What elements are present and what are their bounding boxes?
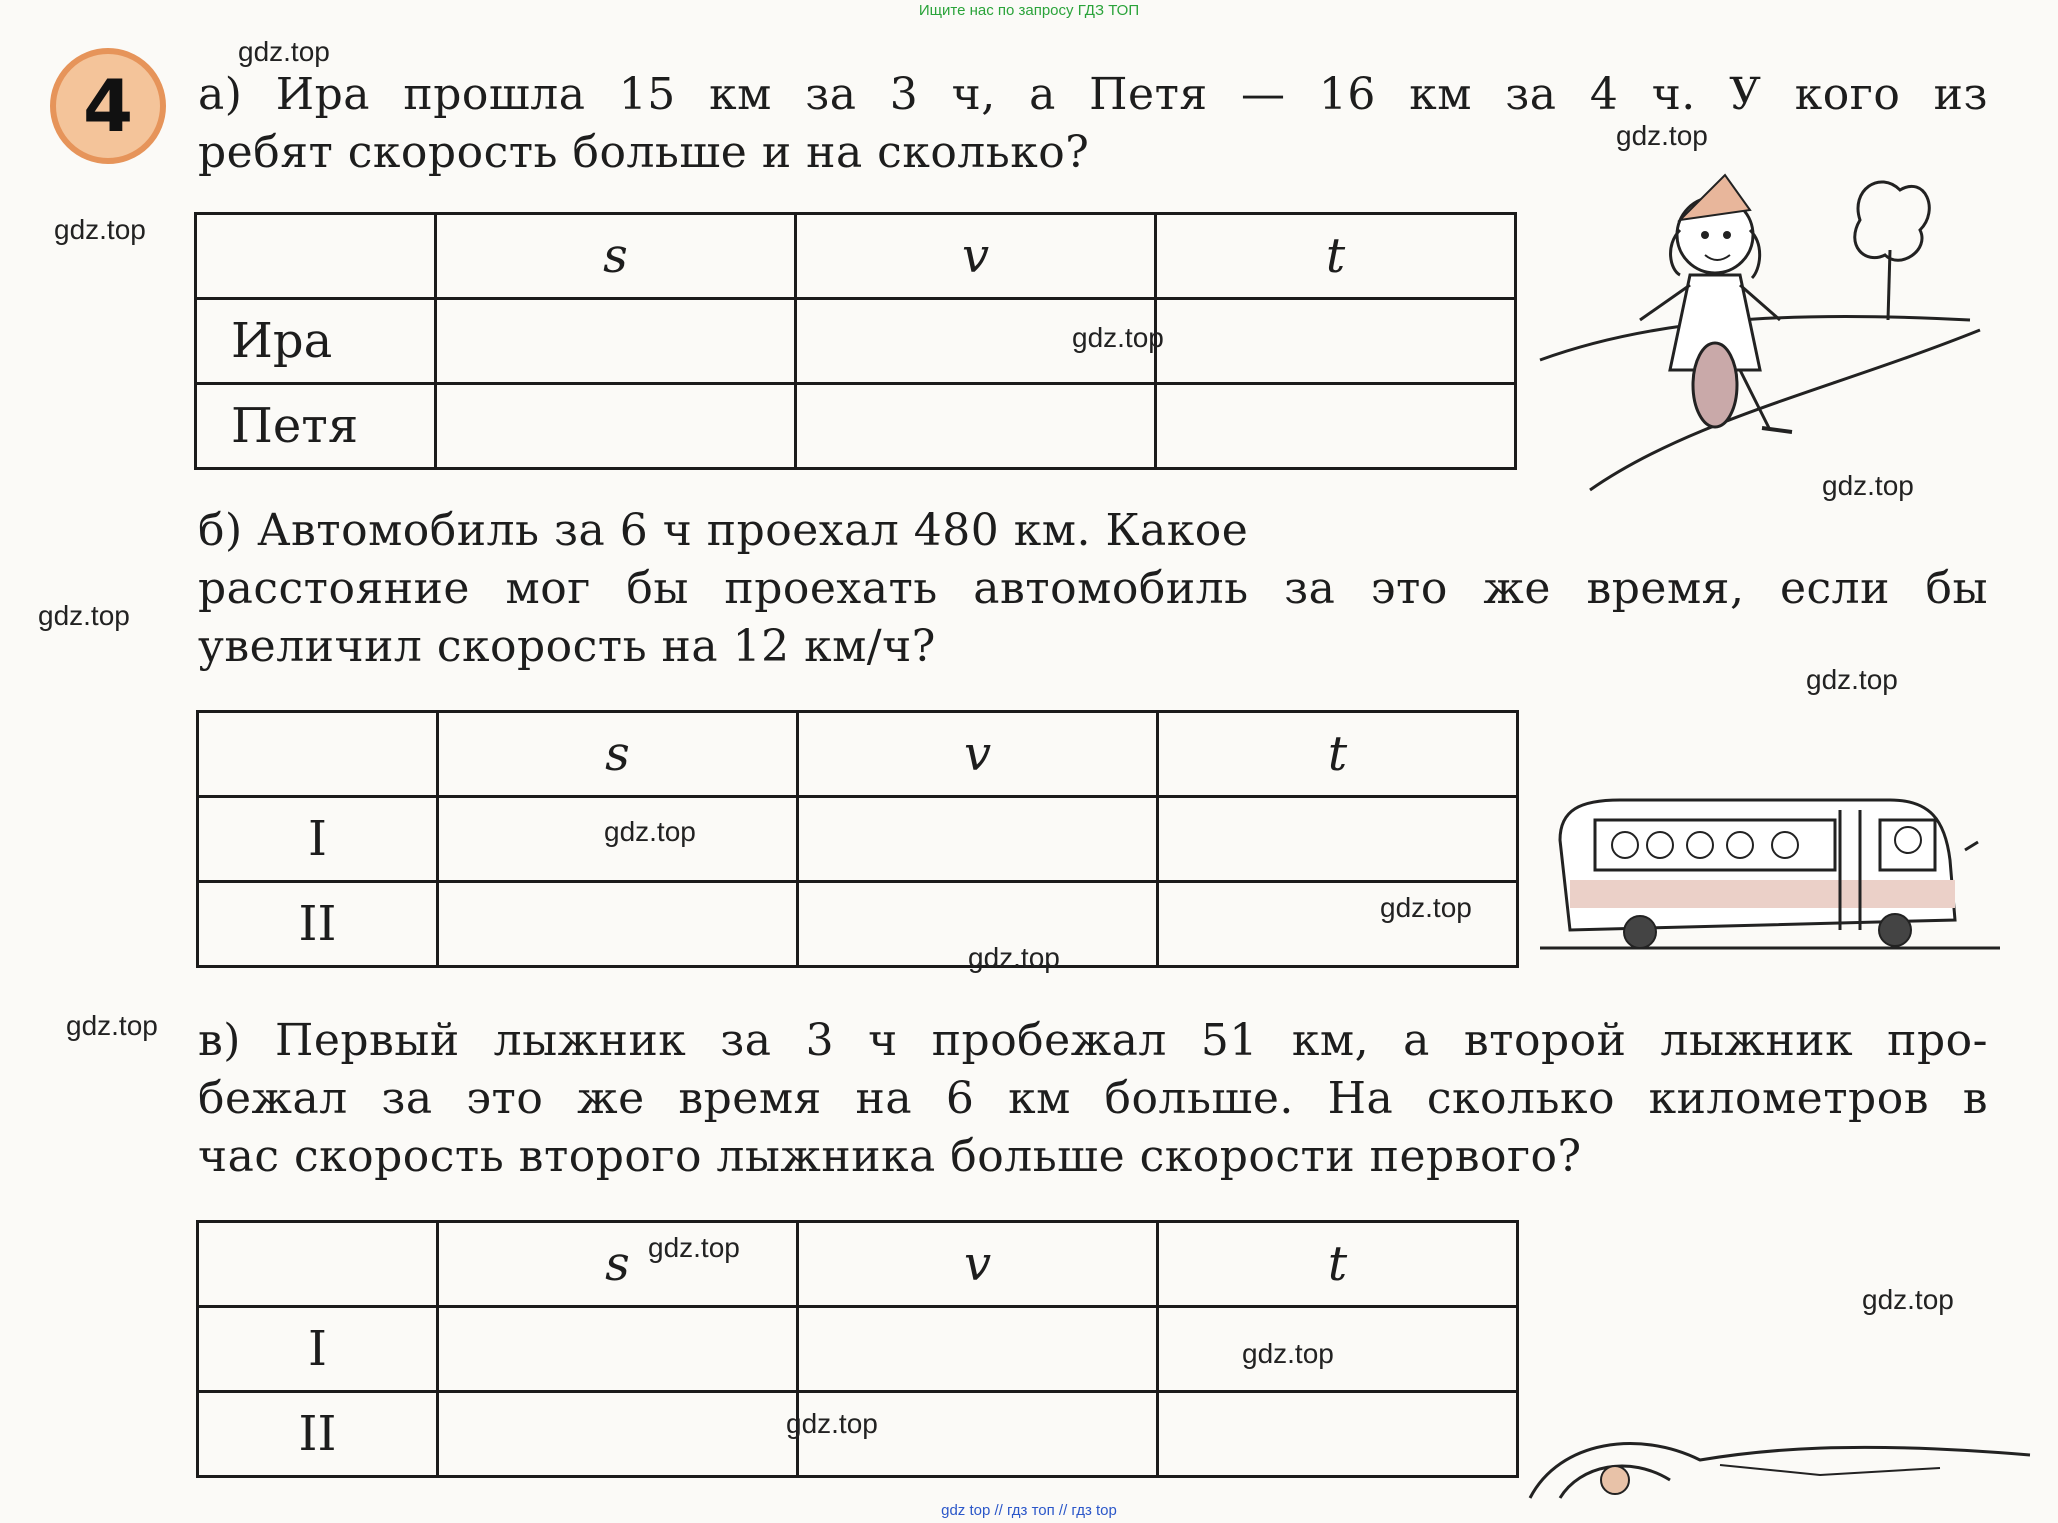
table-c-cell-s[interactable] bbox=[438, 1307, 798, 1392]
watermark: gdz.top bbox=[1822, 470, 1914, 501]
part-b-line-3: увеличил скорость на 12 км/ч? bbox=[198, 621, 936, 672]
table-c-cell-t[interactable] bbox=[1158, 1307, 1518, 1392]
part-a-text bbox=[198, 66, 1988, 182]
table-a-row-label: Петя bbox=[196, 384, 436, 469]
watermark: gdz.top bbox=[54, 214, 146, 245]
table-a-cell-t[interactable] bbox=[1156, 299, 1516, 384]
table-a-header-v: v bbox=[796, 214, 1156, 299]
bottom-banner[interactable]: gdz top // гдз топ // гдз top bbox=[941, 1502, 1117, 1519]
watermark: gdz.top bbox=[786, 1408, 878, 1439]
table-c-row-label: II bbox=[198, 1392, 438, 1477]
table-b-corner-cell bbox=[198, 712, 438, 797]
table-b-header-v: v bbox=[798, 712, 1158, 797]
watermark: gdz.top bbox=[1242, 1338, 1334, 1369]
table-b-row-label: I bbox=[198, 797, 438, 882]
watermark: gdz.top bbox=[238, 36, 330, 67]
part-b-line-2: расстояние мог бы проехать автомобиль за это же время, если бы bbox=[198, 563, 1988, 614]
table-a-row-label: Ира bbox=[196, 299, 436, 384]
table-c-cell-s[interactable] bbox=[438, 1392, 798, 1477]
skier-illustration bbox=[1520, 1420, 2040, 1500]
table-c-header-v: v bbox=[798, 1222, 1158, 1307]
part-c-line-2: бежал за это же время на 6 км больше. На сколько километров в bbox=[198, 1073, 1988, 1124]
part-a-line-1: а) Ира прошла 15 км за 3 ч, а Петя — 16 км за 4 ч. У кого из bbox=[198, 69, 1988, 120]
table-a-cell-s[interactable] bbox=[436, 384, 796, 469]
task-number-badge bbox=[50, 48, 166, 164]
table-c-corner-cell bbox=[198, 1222, 438, 1307]
table-c-header-row bbox=[198, 1222, 1518, 1307]
watermark: gdz.top bbox=[968, 942, 1060, 973]
bus-illustration bbox=[1540, 780, 2010, 960]
top-banner[interactable]: Ищите нас по запросу ГДЗ ТОП bbox=[918, 2, 1140, 19]
table-b bbox=[196, 710, 1519, 968]
part-a-line-2: ребят скорость больше и на сколько? bbox=[198, 127, 1090, 178]
table-b-row bbox=[198, 882, 1518, 967]
table-c-header-s: s bbox=[438, 1222, 798, 1307]
part-c-line-1: в) Первый лыжник за 3 ч пробежал 51 км, а второй лыжник про- bbox=[198, 1015, 1988, 1066]
table-b-cell-s[interactable] bbox=[438, 882, 798, 967]
table-b-header-t: t bbox=[1158, 712, 1518, 797]
table-b-row-label: II bbox=[198, 882, 438, 967]
watermark: gdz.top bbox=[1862, 1284, 1954, 1315]
table-b-cell-v[interactable] bbox=[798, 797, 1158, 882]
table-a-cell-v[interactable] bbox=[796, 384, 1156, 469]
girl-walking-illustration bbox=[1530, 170, 2000, 500]
table-c-header-t: t bbox=[1158, 1222, 1518, 1307]
part-b-line-1: б) Автомобиль за 6 ч проехал 480 км. Какое bbox=[198, 505, 1249, 556]
table-a-cell-t[interactable] bbox=[1156, 384, 1516, 469]
table-a-header-t: t bbox=[1156, 214, 1516, 299]
table-c-row-label: I bbox=[198, 1307, 438, 1392]
table-b-row bbox=[198, 797, 1518, 882]
part-c-line-3: час скорость второго лыжника больше скорости первого? bbox=[198, 1131, 1582, 1182]
table-b-header-row bbox=[198, 712, 1518, 797]
table-c-cell-t[interactable] bbox=[1158, 1392, 1518, 1477]
table-a-corner-cell bbox=[196, 214, 436, 299]
table-a-header-s: s bbox=[436, 214, 796, 299]
watermark: gdz.top bbox=[604, 816, 696, 847]
watermark: gdz.top bbox=[1806, 664, 1898, 695]
table-a bbox=[194, 212, 1517, 470]
part-c-text bbox=[198, 1012, 1988, 1186]
part-b-text bbox=[198, 502, 1988, 676]
watermark: gdz.top bbox=[648, 1232, 740, 1263]
table-a-header-row bbox=[196, 214, 1516, 299]
watermark: gdz.top bbox=[1616, 120, 1708, 151]
task-number: 4 bbox=[82, 64, 134, 148]
table-a-cell-s[interactable] bbox=[436, 299, 796, 384]
table-b-cell-t[interactable] bbox=[1158, 797, 1518, 882]
watermark: gdz.top bbox=[38, 600, 130, 631]
table-b-header-s: s bbox=[438, 712, 798, 797]
table-a-row bbox=[196, 299, 1516, 384]
table-a-row bbox=[196, 384, 1516, 469]
watermark: gdz.top bbox=[66, 1010, 158, 1041]
watermark: gdz.top bbox=[1380, 892, 1472, 923]
table-c-cell-v[interactable] bbox=[798, 1307, 1158, 1392]
watermark: gdz.top bbox=[1072, 322, 1164, 353]
